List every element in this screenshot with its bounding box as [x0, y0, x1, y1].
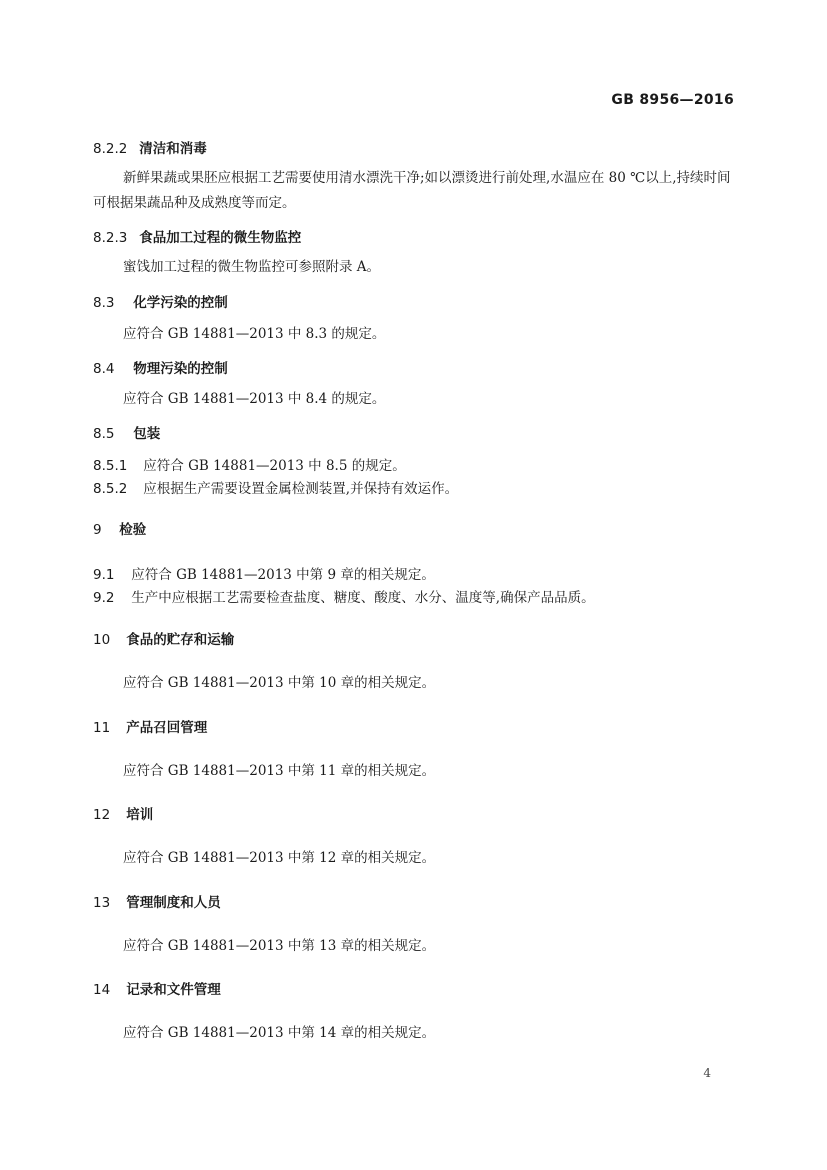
section-number: 14	[93, 982, 111, 998]
section-heading-12	[93, 803, 153, 823]
section-body-8-2-3: 蜜饯加工过程的微生物监控可参照附录 A。	[123, 259, 381, 275]
item-number: 8.5.1	[93, 458, 128, 474]
section-title: 清洁和消毒	[139, 141, 207, 157]
item-number: 9.1	[93, 567, 115, 583]
section-title: 食品加工过程的微生物监控	[139, 230, 302, 246]
section-number: 12	[93, 807, 111, 823]
section-title: 培训	[126, 807, 154, 823]
section-heading-14	[93, 978, 221, 998]
section-heading-13	[93, 891, 221, 911]
section-body-12: 应符合 GB 14881—2013 中第 12 章的相关规定。	[123, 850, 436, 866]
item-number: 9.2	[93, 590, 115, 606]
section-title: 管理制度和人员	[126, 895, 221, 911]
section-title: 检验	[119, 522, 147, 538]
section-number: 8.2.2	[93, 141, 128, 157]
list-item-9-1	[93, 563, 735, 583]
item-text: 应根据生产需要设置金属检测装置,并保持有效运作。	[143, 481, 459, 497]
item-text: 生产中应根据工艺需要检查盐度、糖度、酸度、水分、温度等,确保产品品质。	[131, 590, 595, 606]
page-number: 4	[703, 1066, 711, 1080]
section-body-10: 应符合 GB 14881—2013 中第 10 章的相关规定。	[123, 675, 436, 691]
section-title: 包装	[133, 426, 161, 442]
section-body-11: 应符合 GB 14881—2013 中第 11 章的相关规定。	[123, 763, 436, 779]
section-body-14: 应符合 GB 14881—2013 中第 14 章的相关规定。	[123, 1025, 436, 1041]
list-item-9-2	[93, 586, 735, 606]
section-heading-9	[93, 518, 146, 538]
list-item-8-5-2	[93, 477, 735, 497]
section-heading-8-3	[93, 291, 228, 311]
section-body-8-3: 应符合 GB 14881—2013 中 8.3 的规定。	[123, 326, 386, 342]
section-body-13: 应符合 GB 14881—2013 中第 13 章的相关规定。	[123, 938, 436, 954]
section-number: 8.4	[93, 361, 115, 377]
section-title: 物理污染的控制	[133, 361, 228, 377]
section-heading-10	[93, 628, 234, 648]
section-heading-8-4	[93, 357, 228, 377]
standard-code-header: GB 8956—2016	[611, 92, 734, 108]
section-number: 8.3	[93, 295, 115, 311]
section-body-8-2-2: 新鲜果蔬或果胚应根据工艺需要使用清水漂洗干净;如以漂烫进行前处理,水温应在 80 ℃以上,持续时间可根据果蔬品种及成熟度等而定。	[93, 170, 731, 211]
section-heading-8-2-2	[93, 137, 207, 157]
section-title: 产品召回管理	[126, 720, 208, 736]
section-heading-8-5	[93, 422, 160, 442]
section-number: 8.5	[93, 426, 115, 442]
section-title: 记录和文件管理	[126, 982, 221, 998]
section-title: 食品的贮存和运输	[126, 632, 235, 648]
section-body-8-4: 应符合 GB 14881—2013 中 8.4 的规定。	[123, 391, 386, 407]
section-number: 11	[93, 720, 111, 736]
section-title: 化学污染的控制	[133, 295, 228, 311]
item-number: 8.5.2	[93, 481, 128, 497]
item-text: 应符合 GB 14881—2013 中第 9 章的相关规定。	[131, 567, 435, 583]
section-number: 9	[93, 522, 102, 538]
section-heading-8-2-3	[93, 226, 301, 246]
section-number: 10	[93, 632, 111, 648]
section-number: 8.2.3	[93, 230, 128, 246]
section-heading-11	[93, 716, 207, 736]
list-item-8-5-1	[93, 454, 735, 474]
item-text: 应符合 GB 14881—2013 中 8.5 的规定。	[143, 458, 406, 474]
section-number: 13	[93, 895, 111, 911]
